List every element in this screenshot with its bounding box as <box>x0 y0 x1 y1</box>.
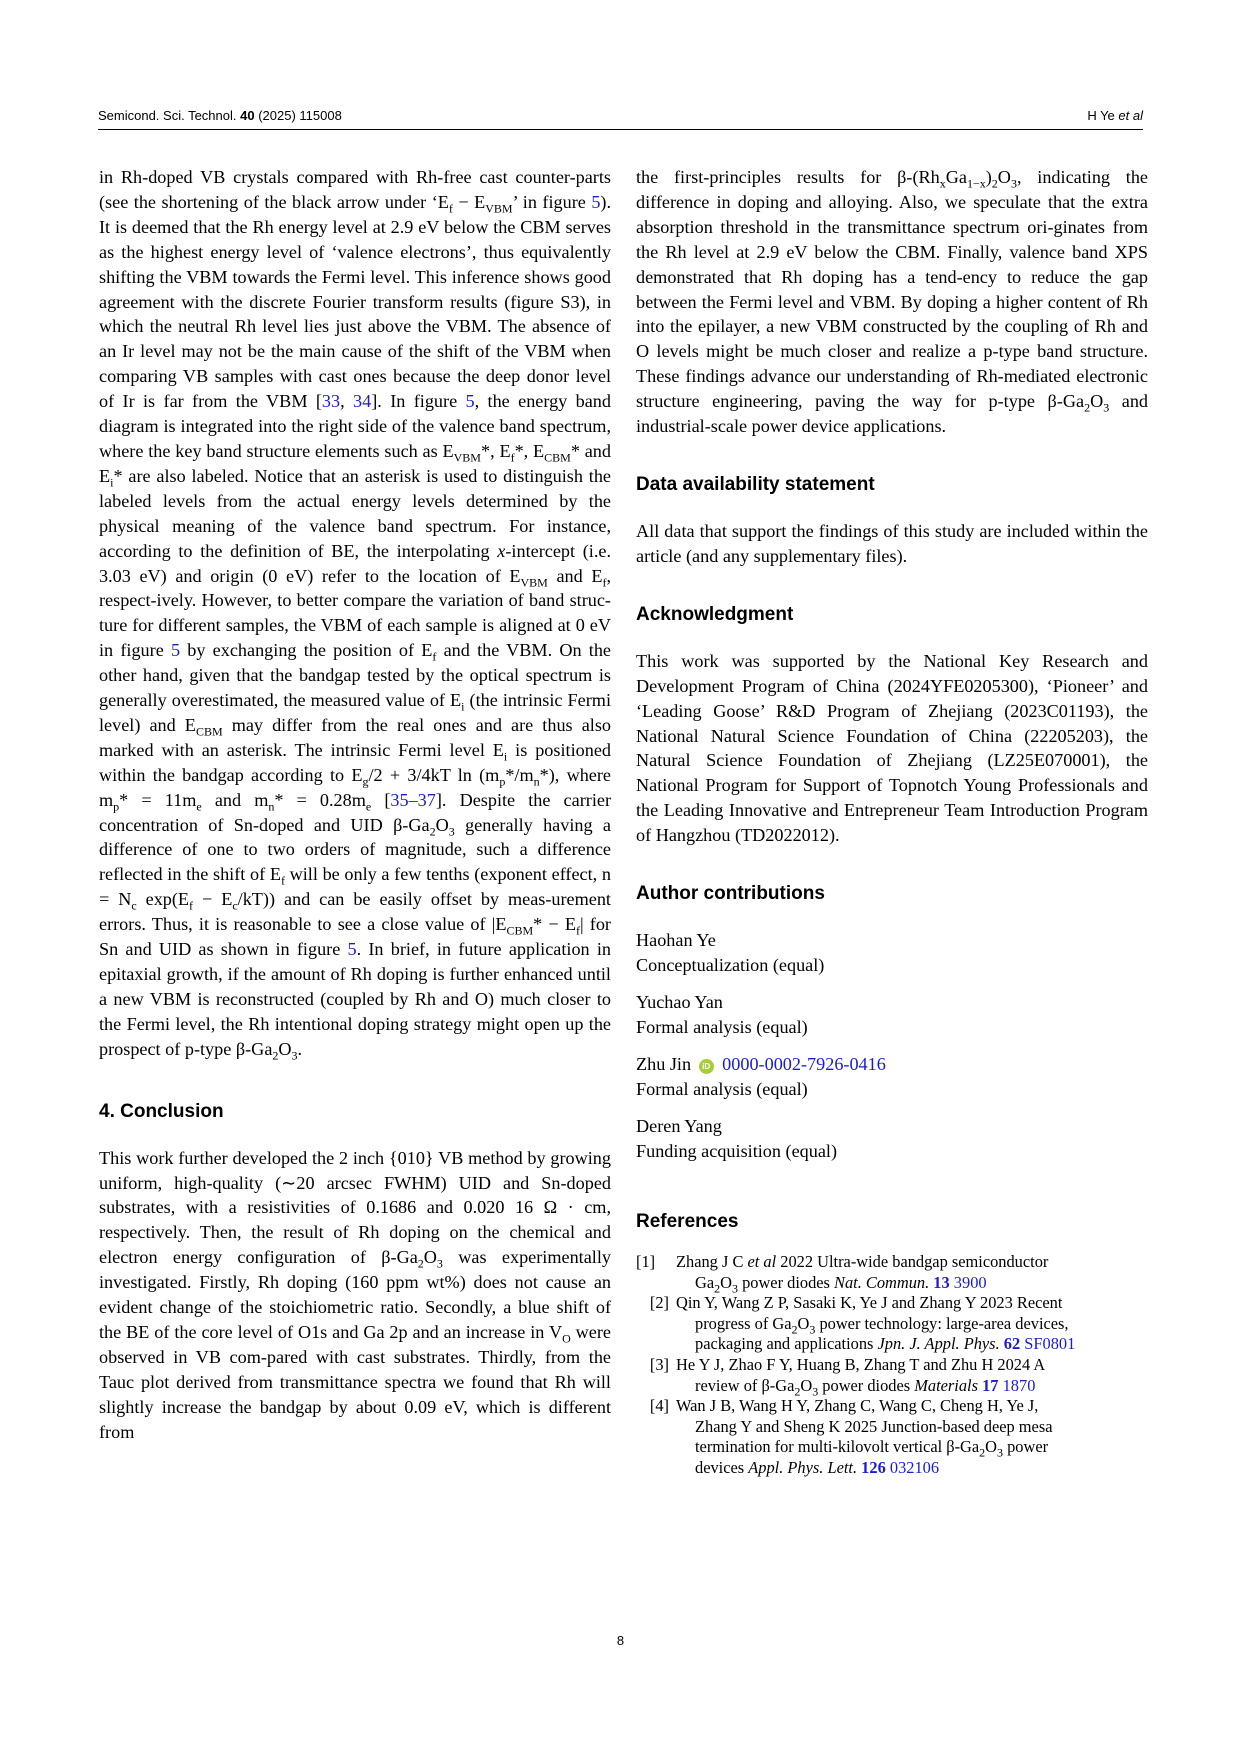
author-name-row <box>636 1052 1148 1077</box>
spacer <box>99 1124 611 1146</box>
et-al: et al <box>1118 108 1143 123</box>
page-number: 8 <box>616 1633 625 1648</box>
reference-line: Wan J B, Wang H Y, Zhang C, Wang C, Cheng H, Ye J, <box>676 1396 1039 1416</box>
journal-citation <box>98 108 342 123</box>
author-contribution <box>636 928 1148 978</box>
spacer <box>636 439 1148 473</box>
author-name: Deren Yang <box>636 1116 722 1137</box>
spacer <box>636 906 1148 928</box>
author-role: Formal analysis (equal) <box>636 1017 808 1038</box>
reference-item <box>636 1355 1148 1396</box>
journal-year-article: (2025) 115008 <box>258 108 342 123</box>
reference-line: Qin Y, Wang Z P, Sasaki K, Ye J and Zhang Y 2023 Recent <box>676 1293 1063 1313</box>
running-header <box>98 108 1143 130</box>
reference-number: [1] <box>636 1252 656 1272</box>
reference-number: [3] <box>649 1355 669 1374</box>
reference-list <box>636 1252 1148 1479</box>
reference-item <box>636 1293 1148 1355</box>
doi-link[interactable]: 126 032106 <box>861 1457 940 1477</box>
reference-number: [4] <box>649 1396 669 1416</box>
author-name: Haohan Ye <box>636 930 716 951</box>
section-heading-references: References <box>636 1211 739 1233</box>
reference-line: Zhang J C et al 2022 Ultra-wide bandgap semiconductor <box>676 1252 1049 1272</box>
reference-line: devices Appl. Phys. Lett. 126 032106 <box>695 1457 940 1477</box>
spacer <box>636 569 1148 603</box>
author-contribution <box>636 1114 1148 1164</box>
figure-link[interactable]: 5 <box>465 391 475 412</box>
left-column <box>99 165 611 1445</box>
spacer <box>636 627 1148 649</box>
conclusion-continued-paragraph: the first-principles results for $\beta-(Rh_xGa_{1-x})_2O_3$, indicating the difference in doping and alloying. Also, we speculate that the extra absorption threshold in the transmittance spectrum ori-ginates from the Rh level at 2.9 eV below the CBM. Finally, valence band XPS demonstrated that Rh doping has a tend-ency to reduce the gap between the Fermi level and VBM. By doping a higher content of Rh into the epilayer, a new VBM constructed by the coupling of Rh and O levels might be much closer and realize a p-type band structure. These findings advance our understanding of Rh-mediated electronic structure engineering, paving the way for p-type $\beta-Ga_2O_3$ and industrial-scale power device applications. <box>636 167 1149 437</box>
author-short <box>1087 108 1143 123</box>
section-heading-acknowledgment: Acknowledgment <box>636 603 794 625</box>
conclusion-paragraph: This work further developed the 2 inch {010} VB method by growing uniform, high-quality (∼20 arcsec FWHM) UID and Sn-doped substrates, with a resistivities of 0.1686 and 0.020 16 Ω · cm, respectively. Then, the result of Rh doping on the chemical and electron energy configuration of $\beta-Ga_2O_3$ was experimentally investigated. Firstly, Rh doping (160 ppm wt%) does not cause an evident change of the stoichiometric ratio. Secondly, a blue shift of the BE of the core level of O1s and Ga 2p and an increase in $V_O$ were observed in VB com-pared with cast substrates. Thirdly, from the Tauc plot derived from transmittance spectra we found that Rh will slightly increase the bandgap by about 0.09 eV, which is different from <box>99 1147 612 1442</box>
section-heading-conclusion: 4. Conclusion <box>99 1100 224 1122</box>
reference-line: termination for multi-kilovolt vertical $\beta-Ga_2O_3$ power <box>695 1437 1049 1460</box>
doi-link[interactable]: 17 1870 <box>982 1375 1036 1395</box>
reference-line: review of $\beta-Ga_2O_3$ power diodes Materials 17 1870 <box>695 1375 1036 1398</box>
author-role: Formal analysis (equal) <box>636 1079 808 1100</box>
author-role: Funding acquisition (equal) <box>636 1141 838 1162</box>
doi-link[interactable]: 13 3900 <box>933 1272 987 1292</box>
author-role: Conceptualization (equal) <box>636 955 825 976</box>
section-heading-author-contributions: Author contributions <box>636 883 825 905</box>
reference-line: Zhang Y and Sheng K 2025 Junction-based deep mesa <box>695 1416 1053 1436</box>
author-name: Zhu Jin <box>636 1054 692 1075</box>
discussion-paragraph: in Rh-doped VB crystals compared with Rh-free cast counter-parts (see the shortening of the black arrow under ‘$E_f - E_{VBM}$’ in figure 5). It is deemed that the Rh energy level at 2.9 eV below the CBM serves as the highest energy level of ‘valence electrons’, thus equivalently shifting the VBM towards the Fermi level. This inference shows good agreement with the discrete Fourier transform results (figure S3), in which the neutral Rh level lies just above the VBM. The absence of an Ir level may not be the main cause of the shift of the VBM when comparing VB samples with cast ones because the deep donor level of Ir is far from the VBM [33, 34]. In figure 5, the energy band diagram is integrated into the right side of the valence band spectrum, where the key band structure elements such as $E_{VBM}*$, $E_f*$, $E_{CBM}*$ and $E_i*$ are also labeled. Notice that an asterisk is used to distinguish the labeled levels from the actual energy levels determined by the physical meaning of the valence band spectrum. For instance, according to the definition of BE, the interpolating x-intercept (i.e. 3.03 eV) and origin (0 eV) refer to the location of $E_{VBM}$ and $E_f$, respect-ively. However, to better compare the variation of band struc-ture for different samples, the VBM of each sample is aligned at 0 eV in figure 5 by exchanging the position of $E_f$ and the VBM. On the other hand, given that the bandgap tested by the optical spectrum is generally overestimated, the measured value of $E_i$ (the intrinsic Fermi level) and $E_{CBM}$ may differ from the real ones and are thus also marked with an asterisk. The intrinsic Fermi level $E_i$ is positioned within the bandgap according to $E_g/2 + 3/4kT$ $\ln (m_p*/m_n*)$, where $m_p* = 11m_e$ and $m_n* = 0.28m_e$ [35–37]. Despite the carrier concentration of Sn-doped and UID $\beta-Ga_2O_3$ generally having a difference of one to two orders of magnitude, such a difference reflected in the shift of $E_f$ will be only a few tenths (exponent effect, $n = N_c$ $\exp(E_f - E_c/kT)$) and can be easily offset by meas-urement errors. Thus, it is reasonable to see a close value of $|E_{CBM}* - E_f|$ for Sn and UID as shown in figure 5. In brief, in future application in epitaxial growth, if the amount of Rh doping is further enhanced until a new VBM is reconstructed (coupled by Rh and O) much closer to the Fermi level, the Rh intentional doping strategy might open up the prospect of p-type $\beta-Ga_2O_3$. <box>99 167 612 1063</box>
section-heading-data-availability: Data availability statement <box>636 473 875 495</box>
right-column <box>636 165 1148 1479</box>
reference-line: $Ga_2O_3$ power diodes Nat. Commun. 13 3900 <box>695 1272 987 1295</box>
author-contribution <box>636 1052 1148 1102</box>
data-availability-text: All data that support the findings of this study are included within the article (and any supplementary files). <box>636 520 1148 566</box>
orcid-icon[interactable]: iD <box>699 1059 714 1074</box>
figure-link[interactable]: 5 <box>170 640 181 661</box>
journal-name: Semicond. Sci. Technol. <box>98 108 237 123</box>
reference-link[interactable]: 35–37 <box>390 789 436 810</box>
doi-link[interactable]: 62 SF0801 <box>1003 1334 1076 1354</box>
spacer <box>636 497 1148 519</box>
spacer <box>636 1234 1148 1252</box>
reference-link[interactable]: 34 <box>353 391 372 412</box>
figure-link[interactable]: 5 <box>591 191 601 212</box>
reference-line: He Y J, Zhao F Y, Huang B, Zhang T and Zhu H 2024 A <box>676 1355 1046 1374</box>
acknowledgment-text: This work was supported by the National Key Research and Development Program of China (2024YFE0205300), ‘Pioneer’ and ‘Leading Goose’ R&D Program of Zhejiang (2023C01193), the National Natural Science Foundation of China (22205203), the Natural Science Foundation of Zhejiang (LZ25E070001), the National Program for Support of Topnotch Young Professionals and the Leading Innovative and Entrepreneur Team Introduction Program of Hangzhou (TD2022012). <box>636 650 1148 846</box>
reference-link[interactable]: 33 <box>321 391 341 412</box>
reference-number: [2] <box>649 1293 669 1313</box>
spacer <box>636 1176 1148 1210</box>
reference-item <box>636 1396 1148 1478</box>
author-contribution <box>636 990 1148 1040</box>
journal-volume: 40 <box>240 108 255 123</box>
reference-line: progress of $Ga_2O_3$ power technology: large-area devices, <box>695 1313 1069 1337</box>
author-name: Yuchao Yan <box>636 992 723 1013</box>
reference-line: packaging and applications Jpn. J. Appl. Phys. 62 SF0801 <box>695 1334 1076 1354</box>
author-surname: H Ye <box>1087 108 1115 123</box>
figure-link[interactable]: 5 <box>347 939 357 960</box>
reference-item <box>636 1252 1148 1293</box>
spacer <box>636 848 1148 882</box>
spacer <box>99 1062 611 1100</box>
orcid-link[interactable]: 0000-0002-7926-0416 <box>722 1054 886 1075</box>
